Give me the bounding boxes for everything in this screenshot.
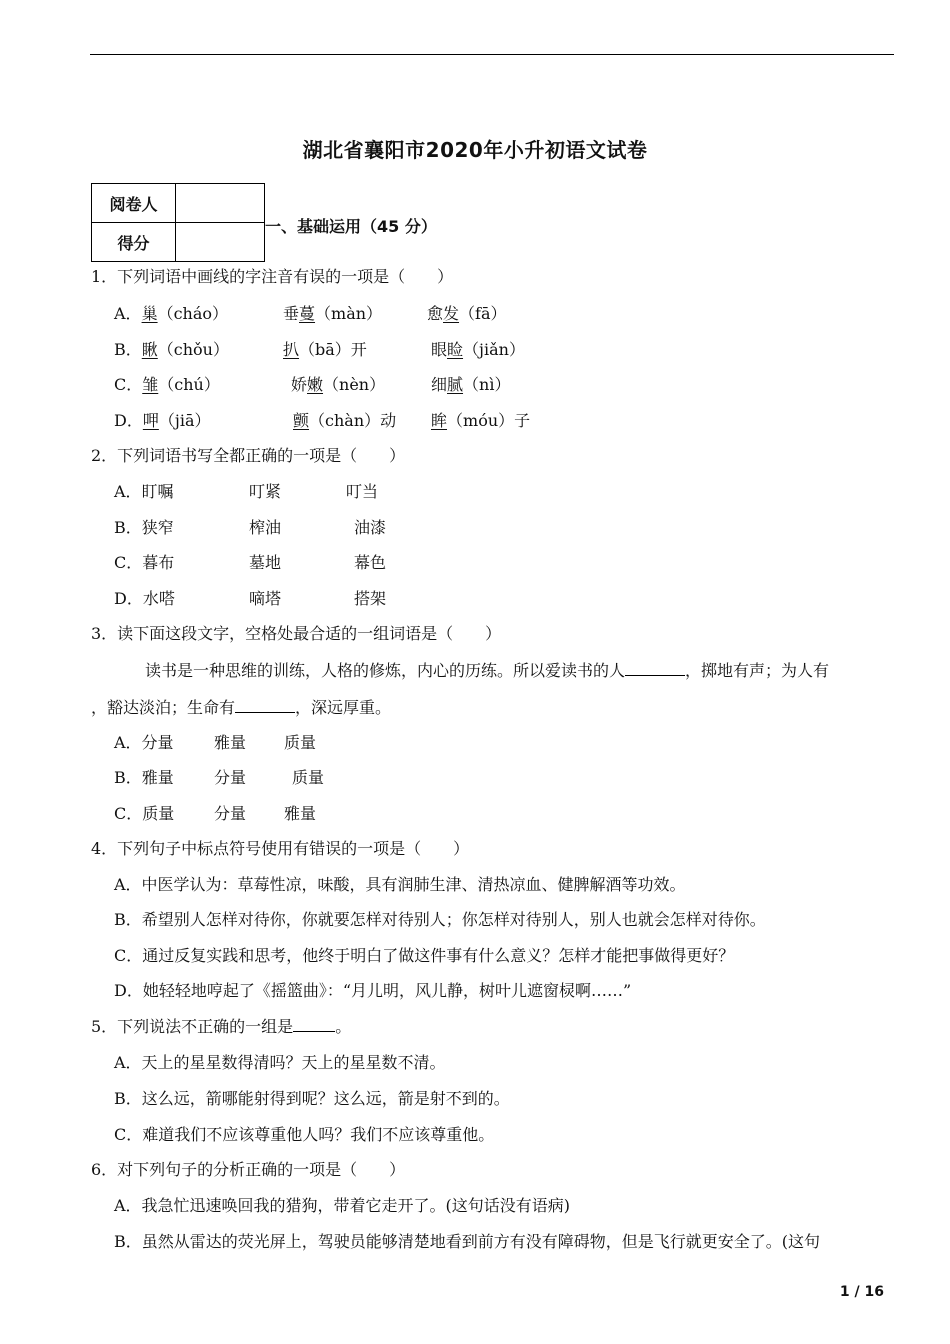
q6-option-a: A．我急忙迅速唤回我的猎狗，带着它走开了。(这句话没有语病) [114,1196,571,1215]
q2-option-a-3: 叮当 [346,482,379,501]
q1-d-word3: 眸（móu）子 [431,411,531,430]
reviewer-cell [176,184,265,223]
q3-blank-2 [235,698,295,713]
q3-passage-line2: ，豁达淡泊；生命有 ，深远厚重。 [91,698,392,717]
q1-a-word2: 垂蔓（màn） [283,304,383,323]
score-label: 得分 [92,223,176,262]
reviewer-label: 阅卷人 [92,184,176,223]
q2-option-c-1: C．暮布 [114,553,175,572]
q3-option-c-2: 分量 [214,804,247,823]
header-rule [90,54,894,55]
q3-blank-1 [625,661,685,676]
q3-option-c-1: C．质量 [114,804,175,823]
page-title: 湖北省襄阳市2020年小升初语文试卷 [302,138,648,162]
q1-option-a: A．巢（cháo） [114,304,229,323]
q3-option-c-3: 雅量 [284,804,317,823]
q3-passage-line1: 读书是一种思维的训练，人格的修炼，内心的历练。所以爱读书的人 ，掷地有声；为人有 [145,661,830,680]
q2-option-d-3: 搭架 [354,589,387,608]
q4-option-d: D．她轻轻地哼起了《摇篮曲》：“月儿明，风儿静，树叶儿遮窗棂啊……” [114,981,632,1000]
q3-option-a-3: 质量 [284,733,317,752]
q5-stem: 5．下列说法不正确的一组是 。 [91,1017,352,1036]
q6-stem: 6．对下列句子的分析正确的一项是（ ） [91,1160,406,1179]
page-number: 1 / 16 [839,1284,884,1300]
q2-option-d-2: 嘀塔 [249,589,282,608]
grader-table [91,183,265,262]
q5-option-c: C．难道我们不应该尊重他人吗？我们不应该尊重他。 [114,1125,495,1144]
q4-option-a: A．中医学认为：草莓性凉，味酸，具有润肺生津、清热凉血、健脾解酒等功效。 [114,875,686,894]
q4-option-c: C．通过反复实践和思考，他终于明白了做这件事有什么意义？怎样才能把事做得更好？ [114,946,735,965]
q2-option-b-1: B．狭窄 [114,518,174,537]
q1-stem: 1．下列词语中画线的字注音有误的一项是（ ） [91,267,454,286]
q4-option-b: B．希望别人怎样对待你，你就要怎样对待别人；你怎样对待别人，别人也就会怎样对待你。 [114,910,766,929]
section-heading: 一、基础运用（45 分） [265,217,437,236]
q2-option-c-2: 墓地 [249,553,282,572]
q3-option-b-1: B．雅量 [114,768,174,787]
q2-option-c-3: 幕色 [354,553,387,572]
q1-d-word2: 颤（chàn）动 [293,411,397,430]
q1-option-c: C．雏（chú） [114,375,220,394]
q2-option-b-3: 油漆 [354,518,387,537]
q5-option-a: A．天上的星星数得清吗？天上的星星数不清。 [114,1053,446,1072]
q2-option-b-2: 榨油 [249,518,282,537]
score-cell [176,223,265,262]
q2-stem: 2．下列词语书写全都正确的一项是（ ） [91,446,406,465]
q6-option-b: B．虽然从雷达的荧光屏上，驾驶员能够清楚地看到前方有没有障碍物，但是飞行就更安全了。(这句 [114,1232,821,1251]
q2-option-a-2: 叮紧 [249,482,282,501]
q1-b-word2: 扒（bā）开 [283,340,367,359]
q5-option-b: B．这么远，箭哪能射得到呢？这么远，箭是射不到的。 [114,1089,510,1108]
q3-option-a-2: 雅量 [214,733,247,752]
q2-option-a-1: A．盯嘱 [114,482,174,501]
q1-option-d: D．呷（jiā） [114,411,211,430]
q1-c-word3: 细腻（nì） [431,375,511,394]
q1-c-word2: 娇嫩（nèn） [291,375,386,394]
q3-option-b-3: 质量 [292,768,325,787]
q2-option-d-1: D．水嗒 [114,589,175,608]
q5-blank [293,1017,335,1032]
q4-stem: 4．下列句子中标点符号使用有错误的一项是（ ） [91,839,470,858]
q3-option-a-1: A．分量 [114,733,174,752]
q3-stem: 3．读下面这段文字，空格处最合适的一组词语是（ ） [91,624,502,643]
q1-a-word3: 愈发（fā） [427,304,507,323]
q3-option-b-2: 分量 [214,768,247,787]
q1-b-word3: 眼睑（jiǎn） [431,340,525,359]
q1-option-b: B．瞅（chǒu） [114,340,229,359]
